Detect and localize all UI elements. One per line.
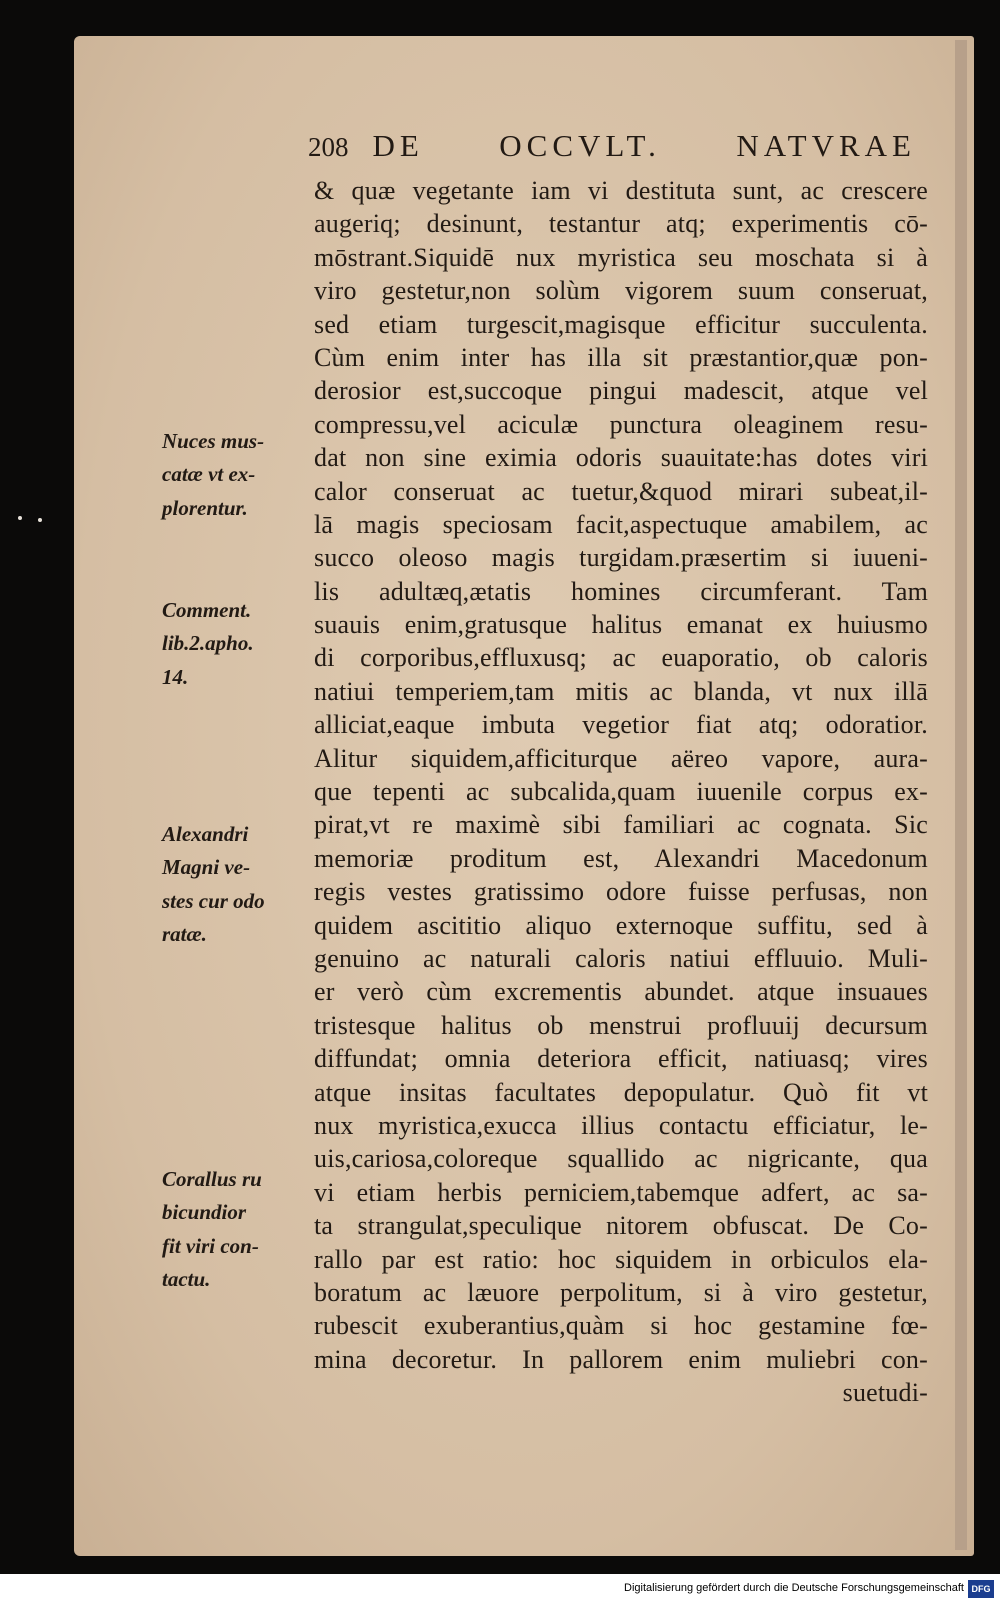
text-line: Cùm enim inter has illa sit præstantior,quæ pon-	[314, 342, 928, 372]
margin-note-line: fit viri con-	[162, 1233, 259, 1258]
margin-note-line: lib.2.apho.	[162, 631, 254, 656]
text-line: Alitur siquidem,afficiturque aëreo vapore, aura-	[314, 743, 928, 773]
text-line: viro gestetur,non solùm vigorem suum conseruat,	[314, 276, 928, 306]
text-line: pirat,vt re maximè sibi familiari ac cognata. Sic	[314, 810, 928, 840]
text-line: rallo par est ratio: hoc siquidem in orbiculos ela-	[314, 1244, 928, 1274]
footer-bar	[0, 1574, 1000, 1607]
margin-note-line: Alexandri	[162, 822, 249, 846]
text-line: sed etiam turgescit,magisque efficitur succulenta.	[314, 309, 928, 339]
text-line: calor conseruat ac tuetur,&quod mirari subeat,il-	[314, 476, 928, 506]
margin-note-line: catæ vt ex-	[162, 462, 256, 487]
catchword: suetudi-	[842, 1378, 928, 1408]
margin-note-line: ratæ.	[162, 922, 207, 947]
text-line: & quæ vegetante iam vi destituta sunt, ac crescere	[314, 176, 928, 205]
margin-note-line: Nuces mus-	[162, 429, 265, 453]
text-line: ta strangulat,speculique nitorem obfuscat. De Co-	[314, 1211, 928, 1241]
text-line: vi etiam herbis perniciem,tabemque adfert, ac sa-	[314, 1177, 928, 1207]
margin-note-nutmeg	[162, 425, 302, 525]
text-line: rubescit exuberantius,quàm si hoc gestamine fœ-	[314, 1311, 928, 1341]
text-line: alliciat,eaque imbuta vegetior fiat atq; odoratior.	[314, 710, 928, 740]
page-number: 208	[308, 132, 349, 162]
text-line: augeriq; desinunt, testantur atq; experimentis cō-	[314, 209, 928, 239]
text-line: lis adultæq,ætatis homines circumferant. Tam	[314, 576, 928, 606]
text-line: di corporibus,effluxusq; ac euaporatio, ob caloris	[314, 643, 928, 673]
funding-credit: Digitalisierung gefördert durch die Deutsche Forschungsgemeinschaft	[624, 1582, 964, 1594]
margin-note-coral	[162, 1163, 302, 1297]
text-line: nux myristica,exucca illius contactu efficiatur, le-	[314, 1110, 928, 1140]
text-line: derosior est,succoque pingui madescit, atque vel	[314, 376, 928, 406]
page-edge	[955, 40, 967, 1550]
text-line: lā magis speciosam facit,aspectuque amabilem, ac	[314, 509, 928, 539]
margin-speck	[38, 518, 42, 522]
text-line: uis,cariosa,coloreque squallido ac nigricante, qua	[314, 1144, 928, 1174]
margin-note-commentary	[162, 594, 302, 694]
dfg-logo-icon: DFG	[968, 1580, 994, 1598]
text-line: succo oleoso magis turgidam.præsertim si iuueni-	[314, 543, 928, 573]
margin-note-line: 14.	[162, 664, 189, 689]
text-line: genuino ac naturali caloris natiui effluuio. Muli-	[314, 943, 928, 973]
margin-note-line: Corallus ru	[162, 1167, 262, 1191]
text-line: natiui temperiem,tam mitis ac blanda, vt nux illā	[314, 676, 928, 706]
text-line: mina decoretur. In pallorem enim muliebri con-	[314, 1344, 928, 1374]
text-line: que tepenti ac subcalida,quam iuuenile corpus ex-	[314, 777, 928, 807]
text-line: diffundat; omnia deteriora efficit, natiuasq; vires	[314, 1044, 928, 1074]
text-line: dat non sine eximia odoris suauitate:has dotes viri	[314, 443, 928, 473]
text-line: quidem ascititio aliquo externoque suffitu, sed à	[314, 910, 928, 940]
margin-note-line: Comment.	[162, 598, 252, 622]
text-line: memoriæ proditum est, Alexandri Macedonum	[314, 843, 928, 873]
margin-note-line: stes cur odo	[162, 888, 265, 913]
margin-speck	[18, 516, 22, 520]
text-line: boratum ac læuore perpolitum, si à viro gestetur,	[314, 1277, 928, 1307]
margin-note-line: bicundior	[162, 1200, 247, 1225]
text-line: suauis enim,gratusque halitus emanat ex huiusmo	[314, 610, 928, 640]
text-line: atque insitas facultates depopulatur. Quò fit vt	[314, 1077, 928, 1107]
running-title: DE OCCVLT. NATVRAE	[372, 128, 916, 163]
text-line: compressu,vel aciculæ punctura oleaginem resu-	[314, 409, 928, 439]
body-text	[314, 174, 928, 1409]
text-line: er verò cùm excrementis abundet. atque insuaues	[314, 977, 928, 1007]
text-line: regis vestes gratissimo odore fuisse perfusas, non	[314, 877, 928, 907]
margin-note-alexander	[162, 818, 302, 952]
margin-note-line: Magni ve-	[162, 855, 251, 880]
page-header	[308, 128, 916, 168]
text-line: mōstrant.Siquidē nux myristica seu moschata si à	[314, 242, 928, 272]
text-line: tristesque halitus ob menstrui profluuij decursum	[314, 1010, 928, 1040]
margin-note-line: tactu.	[162, 1267, 211, 1292]
margin-note-line: plorentur.	[162, 495, 248, 520]
